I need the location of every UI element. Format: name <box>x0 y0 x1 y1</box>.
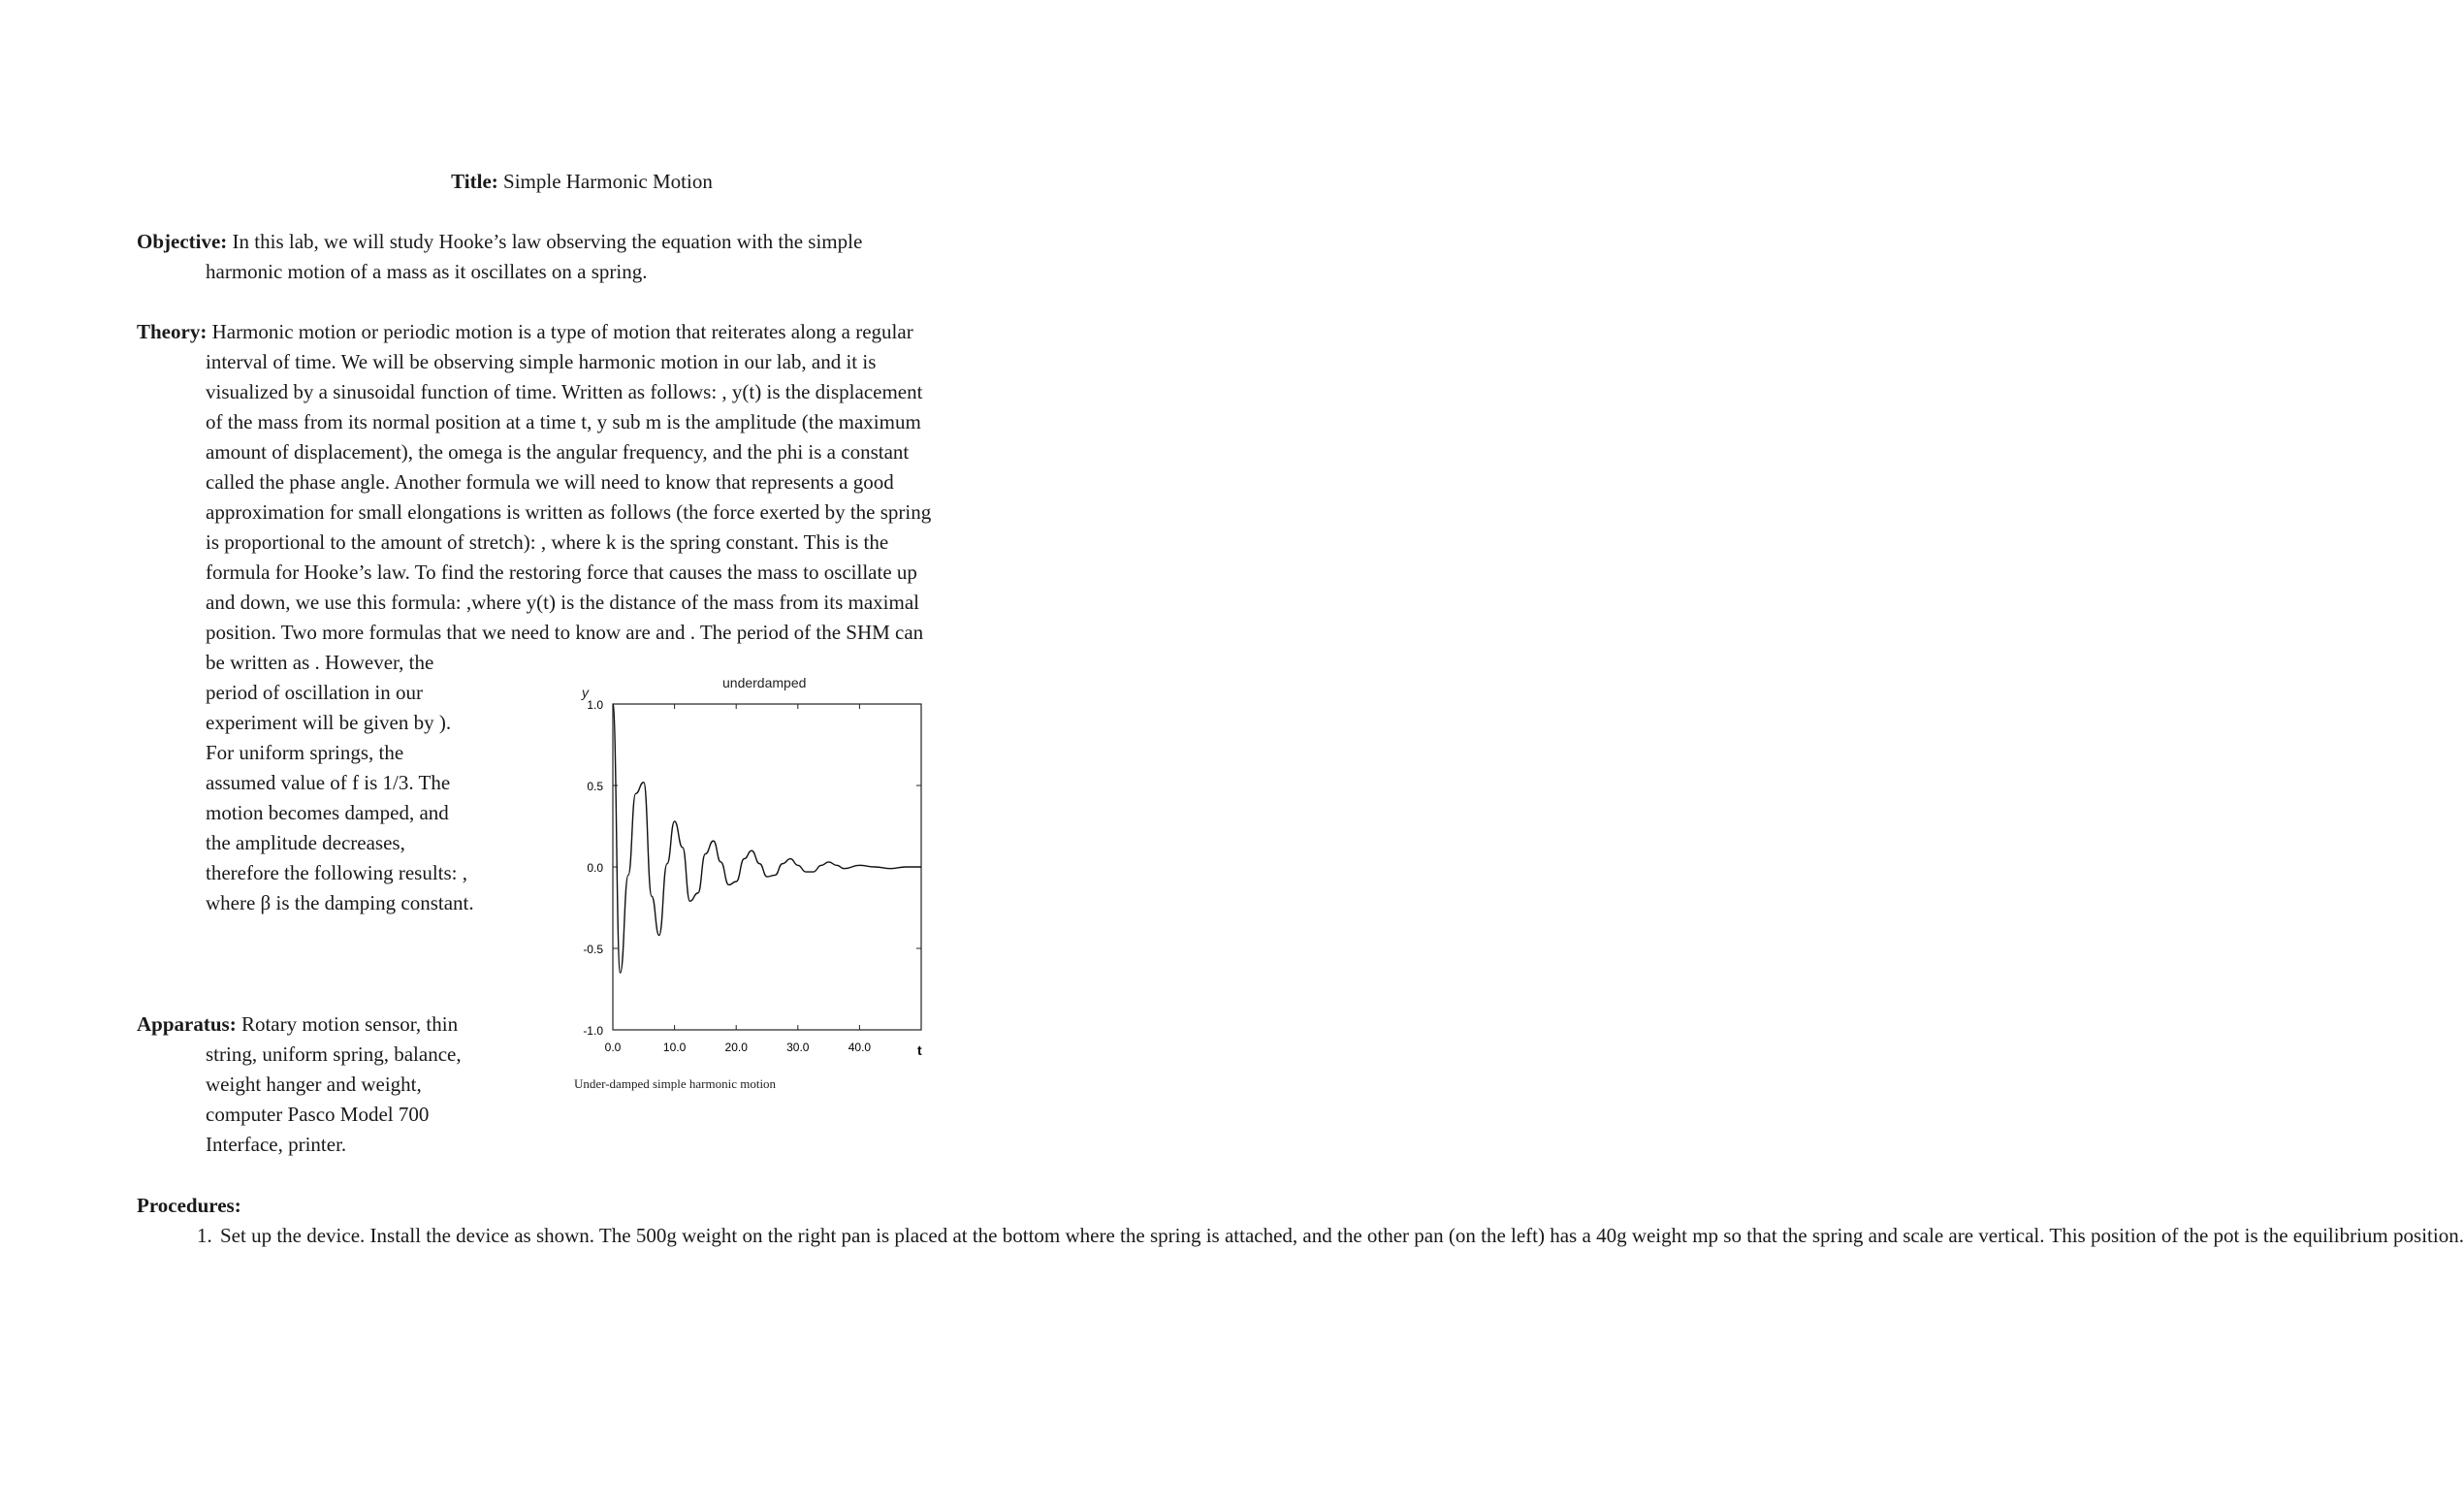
theory-label: Theory: <box>137 320 208 343</box>
title-text: Simple Harmonic Motion <box>503 170 713 193</box>
x-tick-label: 20.0 <box>724 1041 748 1054</box>
objective-section <box>137 227 862 287</box>
theory-line: motion becomes damped, and <box>206 801 449 824</box>
apparatus-label: Apparatus: <box>137 1012 237 1036</box>
apparatus-line: string, uniform spring, balance, <box>206 1042 462 1066</box>
damped-motion-figure <box>562 648 950 1104</box>
title-label: Title: <box>451 170 498 193</box>
theory-line: of the mass from its normal position at a time t, y sub m is the amplitude (the maximum <box>206 410 921 433</box>
x-tick-label: 40.0 <box>848 1041 872 1054</box>
procedures-section <box>137 1191 2464 1247</box>
x-tick-label: 0.0 <box>604 1041 622 1054</box>
theory-line: the amplitude decreases, <box>206 831 405 854</box>
objective-line: harmonic motion of a mass as it oscillates on a spring. <box>206 260 648 283</box>
theory-line: interval of time. We will be observing simple harmonic motion in our lab, and it is <box>206 350 877 373</box>
theory-line: where β is the damping constant. <box>206 891 474 914</box>
series-line <box>613 704 921 973</box>
y-tick-label: 0.0 <box>587 861 603 875</box>
theory-line: therefore the following results: , <box>206 861 468 884</box>
list-item-line: Set up the device. Install the device as shown. The 500g weight on the right pan is <box>220 1224 890 1247</box>
theory-line: experiment will be given by ). <box>206 711 452 734</box>
y-tick-label: 0.5 <box>587 780 603 793</box>
apparatus-line: Apparatus: Rotary motion sensor, thin <box>137 1012 459 1036</box>
theory-line: amount of displacement), the omega is the angular frequency, and the phi is a constant <box>206 440 910 464</box>
y-axis-label: y <box>582 685 589 700</box>
y-tick-label: -0.5 <box>583 943 603 956</box>
theory-line: For uniform springs, the <box>206 741 404 764</box>
apparatus-section <box>137 1009 462 1160</box>
list-item-line: placed at the bottom where the spring is attached, and the other pan (on the left) has a <box>894 1224 1591 1247</box>
list-item <box>197 1221 2464 1251</box>
objective-line: Objective: In this lab, we will study Hooke’s law observing the equation with the simple <box>137 230 863 253</box>
theory-line: position. Two more formulas that we need to know are and . The period of the SHM can <box>206 621 924 644</box>
list-item-number: 1. <box>197 1224 212 1247</box>
underdamped-chart <box>562 648 950 1074</box>
chart-title: underdamped <box>722 675 807 690</box>
x-axis-label: t <box>917 1042 922 1058</box>
theory-line: called the phase angle. Another formula we will need to know that represents a good <box>206 470 894 494</box>
procedures-heading: Procedures: <box>137 1194 241 1217</box>
theory-line: assumed value of f is 1/3. The <box>206 771 451 794</box>
y-tick-label: 1.0 <box>587 698 603 712</box>
apparatus-line: computer Pasco Model 700 <box>206 1103 430 1126</box>
list-item-line: equilibrium position. <box>2292 1224 2464 1247</box>
objective-label: Objective: <box>137 230 228 253</box>
list-item-line: 40g weight mp so that the spring and scale are vertical. This position of the pot is the <box>1596 1224 2288 1247</box>
figure-caption: Under-damped simple harmonic motion <box>574 1076 777 1091</box>
theory-line: is proportional to the amount of stretch): , where k is the spring constant. This is the <box>206 530 889 554</box>
x-tick-label: 30.0 <box>786 1041 810 1054</box>
page-title <box>0 167 1164 197</box>
theory-line: period of oscillation in our <box>206 681 423 704</box>
theory-line: Theory: Harmonic motion or periodic motion is a type of motion that reiterates along a regular <box>137 320 913 343</box>
theory-line: and down, we use this formula: ,where y(t) is the distance of the mass from its maximal <box>206 591 919 614</box>
theory-line: formula for Hooke’s law. To find the restoring force that causes the mass to oscillate up <box>206 561 917 584</box>
apparatus-line: Interface, printer. <box>206 1133 347 1156</box>
apparatus-line: weight hanger and weight, <box>206 1073 422 1096</box>
theory-line: be written as . However, the <box>206 651 434 674</box>
theory-line: visualized by a sinusoidal function of time. Written as follows: , y(t) is the displacement <box>206 380 923 403</box>
x-tick-label: 10.0 <box>662 1041 687 1054</box>
y-tick-label: -1.0 <box>583 1024 603 1038</box>
y-axis <box>583 698 921 1038</box>
theory-line: approximation for small elongations is written as follows (the force exerted by the spring <box>206 500 932 524</box>
